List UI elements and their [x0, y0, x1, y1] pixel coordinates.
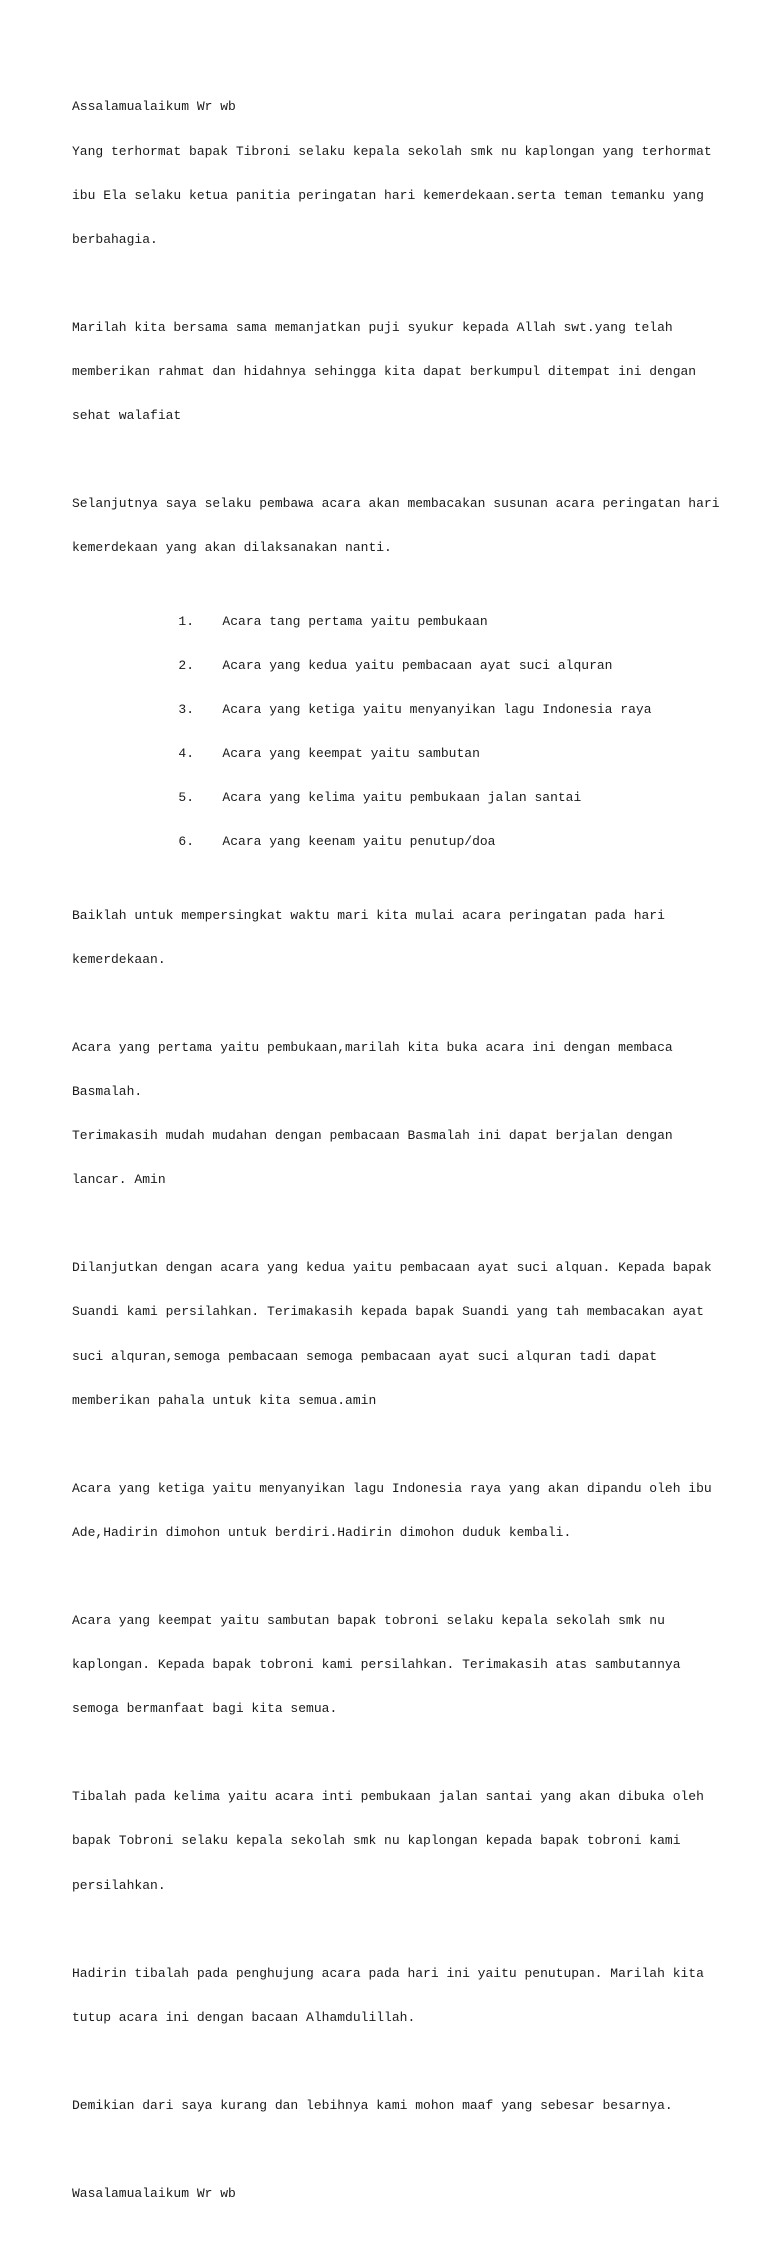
text-line: Selanjutnya saya selaku pembawa acara akan membacakan susunan acara peringatan hari: [72, 496, 720, 512]
text-line: Acara yang pertama yaitu pembukaan,marilah kita buka acara ini dengan membaca: [72, 1039, 673, 1055]
text-line: memberikan rahmat dan hidahnya sehingga kita dapat berkumpul ditempat ini dengan: [72, 363, 697, 379]
text-line: Hadirin tibalah pada penghujung acara pada hari ini yaitu penutupan. Marilah kita: [72, 1965, 704, 1981]
list-item: [72, 732, 712, 776]
text-line: Demikian dari saya kurang dan lebihnya kami mohon maaf yang sebesar besarnya.: [72, 2097, 673, 2113]
document-body: [72, 71, 720, 2246]
quran-recital-paragraph: [72, 1232, 712, 1438]
text-line: kemerdekaan.: [72, 951, 166, 967]
list-item-text: Acara yang keempat yaitu sambutan: [222, 746, 480, 762]
list-item: [72, 776, 712, 820]
text-line: kemerdekaan yang akan dilaksanakan nanti.: [72, 540, 392, 556]
text-line: suci alquran,semoga pembacaan semoga pembacaan ayat suci alquran tadi dapat: [72, 1348, 658, 1364]
start-event-paragraph: [72, 879, 712, 997]
apology-paragraph: [72, 2069, 712, 2143]
list-item-text: Acara tang pertama yaitu pembukaan: [222, 613, 488, 629]
text-line: berbahagia.: [72, 231, 158, 247]
text-line: Acara yang keempat yaitu sambutan bapak tobroni selaku kepala sekolah smk nu: [72, 1612, 665, 1628]
text-line: tutup acara ini dengan bacaan Alhamdulillah.: [72, 2009, 416, 2025]
closing-event-paragraph: [72, 1937, 712, 2055]
list-number: 6.: [178, 834, 195, 850]
speech-paragraph: [72, 1585, 712, 1747]
text-line: kaplongan. Kepada bapak tobroni kami persilahkan. Terimakasih atas sambutannya: [72, 1657, 681, 1673]
text-line: memberikan pahala untuk kita semua.amin: [72, 1392, 377, 1408]
list-number: 4.: [178, 746, 195, 762]
list-item-text: Acara yang kedua yaitu pembacaan ayat suci alquran: [222, 657, 613, 673]
agenda-intro-paragraph: [72, 468, 720, 586]
list-number: 2.: [178, 657, 195, 673]
anthem-paragraph: [72, 1452, 712, 1570]
text-line: semoga bermanfaat bagi kita semua.: [72, 1701, 338, 1717]
text-line: Terimakasih mudah mudahan dengan pembacaan Basmalah ini dapat berjalan dengan: [72, 1128, 673, 1144]
list-item: [72, 821, 712, 865]
farewell-paragraph: [72, 2158, 712, 2232]
fun-walk-paragraph: [72, 1761, 712, 1923]
text-line: persilahkan.: [72, 1877, 166, 1893]
list-number: 3.: [178, 701, 195, 717]
greeting-paragraph: [72, 71, 712, 277]
list-item-text: Acara yang kelima yaitu pembukaan jalan santai: [222, 790, 582, 806]
text-line: Baiklah untuk mempersingkat waktu mari kita mulai acara peringatan pada hari: [72, 907, 665, 923]
list-item-text: Acara yang keenam yaitu penutup/doa: [222, 834, 496, 850]
text-line: Wasalamualaikum Wr wb: [72, 2185, 236, 2201]
text-line: Tibalah pada kelima yaitu acara inti pembukaan jalan santai yang akan dibuka oleh: [72, 1789, 704, 1805]
text-line: Basmalah.: [72, 1083, 143, 1099]
text-line: ibu Ela selaku ketua panitia peringatan hari kemerdekaan.serta teman temanku yang: [72, 187, 704, 203]
text-line: Marilah kita bersama sama memanjatkan puji syukur kepada Allah swt.yang telah: [72, 319, 673, 335]
list-item-text: Acara yang ketiga yaitu menyanyikan lagu Indonesia raya: [222, 701, 652, 717]
list-item: [72, 600, 712, 644]
text-line: Acara yang ketiga yaitu menyanyikan lagu Indonesia raya yang akan dipandu oleh ibu: [72, 1480, 712, 1496]
text-line: Assalamualaikum Wr wb: [72, 99, 236, 115]
list-number: 5.: [178, 790, 195, 806]
text-line: sehat walafiat: [72, 408, 182, 424]
text-line: Yang terhormat bapak Tibroni selaku kepala sekolah smk nu kaplongan yang terhormat: [72, 143, 712, 159]
text-line: Dilanjutkan dengan acara yang kedua yaitu pembacaan ayat suci alquan. Kepada bapak: [72, 1260, 712, 1276]
text-line: Suandi kami persilahkan. Terimakasih kepada bapak Suandi yang tah membacakan ayat: [72, 1304, 704, 1320]
text-line: lancar. Amin: [72, 1172, 166, 1188]
list-item: [72, 644, 712, 688]
agenda-list: [72, 600, 712, 865]
list-number: 1.: [178, 613, 195, 629]
list-item: [72, 688, 712, 732]
opening-paragraph: [72, 1011, 712, 1217]
text-line: bapak Tobroni selaku kepala sekolah smk nu kaplongan kepada bapak tobroni kami: [72, 1833, 681, 1849]
gratitude-paragraph: [72, 291, 712, 453]
text-line: Ade,Hadirin dimohon untuk berdiri.Hadirin dimohon duduk kembali.: [72, 1524, 572, 1540]
